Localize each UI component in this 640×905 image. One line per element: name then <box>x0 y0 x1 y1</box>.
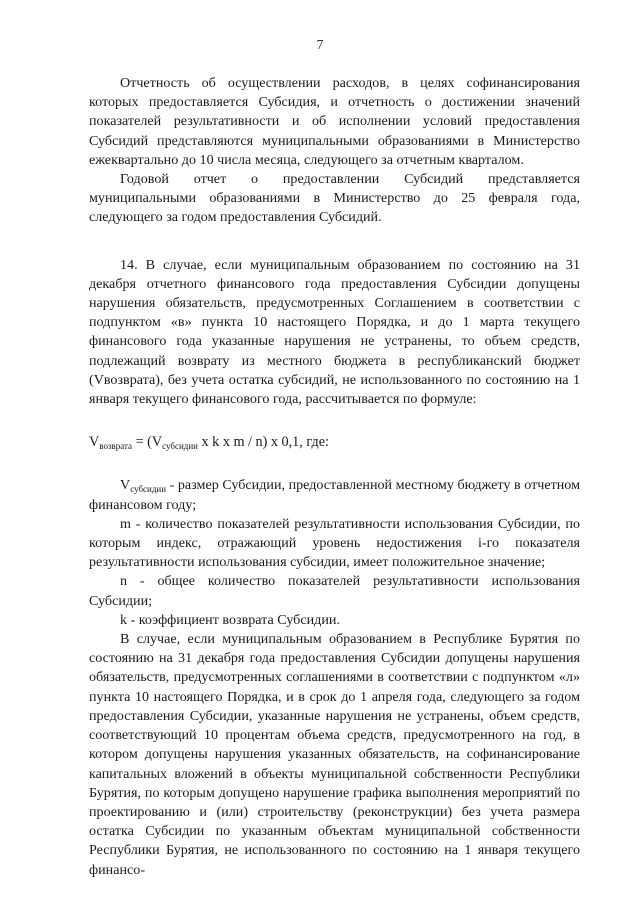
document-body <box>89 74 580 880</box>
return-formula <box>89 433 580 452</box>
definition-m: m - количество показателей результативности использования Субсидии, по которым индекс, отражающий уровень недостижения i-го показателя результативности использования субсидии, имеет положительное значение; <box>89 515 580 571</box>
definition-v-symbol: V <box>120 477 131 494</box>
definition-n: n - общее количество показателей результативности использования Субсидии; <box>89 573 580 609</box>
formula-v-return: V <box>89 434 100 451</box>
definition-v-subsidy <box>89 476 580 514</box>
page-number: 7 <box>316 38 324 53</box>
paragraph-annual-report: Годовой отчет о предоставлении Субсидий представляется муниципальными образованиями в Министерство до 25 февраля года, следующего за годом предоставления Субсидий. <box>89 171 580 226</box>
formula-sub-subsidy: субсидии <box>162 441 198 452</box>
paragraph-reporting: Отчетность об осуществлении расходов, в целях софинансирования которых предоставляется Субсидия, и отчетность о достижении значений показателей результативности и об исполнении условий предоставления Субсидий представляются муниципальными образованиями в Министерство ежеквартально до 10 числа месяца, следующего за отчетным кварталом. <box>89 75 580 168</box>
formula-sub-return: возврата <box>99 441 133 452</box>
formula-rest: x k x m / n) x 0,1, где: <box>197 434 329 451</box>
paragraph-capital-investments: В случае, если муниципальным образованием в Республике Бурятия по состоянию на 31 декабря года предоставления Субсидии допущены нарушения обязательств, предусмотренных соглашениями в соответствии с подпунктом «л» пункта 10 настоящего Порядка, и в срок до 1 апреля года, следующего за годом предоставления Субсидии, указанные нарушения не устранены, объем средств, соответствующий 10 процентам объема средств, предусмотренного на год, в котором допущены нарушения указанных обязательств, на софинансирование капитальных вложений в объекты муниципальной собственности Республики Бурятия, по которым допущено нарушение графика выполнения мероприятий по проектированию и (или) строительству (реконструкции) без учета размера остатка Субсидии по указанным объектам муниципальной собственности Республики Бурятия, не использованного по состоянию на 1 января текущего финансо- <box>89 631 580 878</box>
paragraph-item-14: 14. В случае, если муниципальным образованием по состоянию на 31 декабря отчетного финансового года предоставления Субсидии допущены нарушения обязательств, предусмотренных Соглашением в соответствии с подпунктом «в» пункта 10 настоящего Порядка, и до 1 марта текущего финансового года указанные нарушения не устранены, то объем средств, подлежащий возврату из местного бюджета в республиканский бюджет (Vвозврата), без учета остатка субсидий, не использованного по состоянию на 1 января текущего финансового года, рассчитывается по формуле: <box>89 256 580 408</box>
formula-middle: = (V <box>132 434 163 451</box>
definition-k: k - коэффициент возврата Субсидии. <box>120 611 340 628</box>
definition-v-sub: субсидии <box>130 484 167 495</box>
definition-v-text: - размер Субсидии, предоставленной местному бюджету в отчетном финансовом году; <box>89 477 580 513</box>
